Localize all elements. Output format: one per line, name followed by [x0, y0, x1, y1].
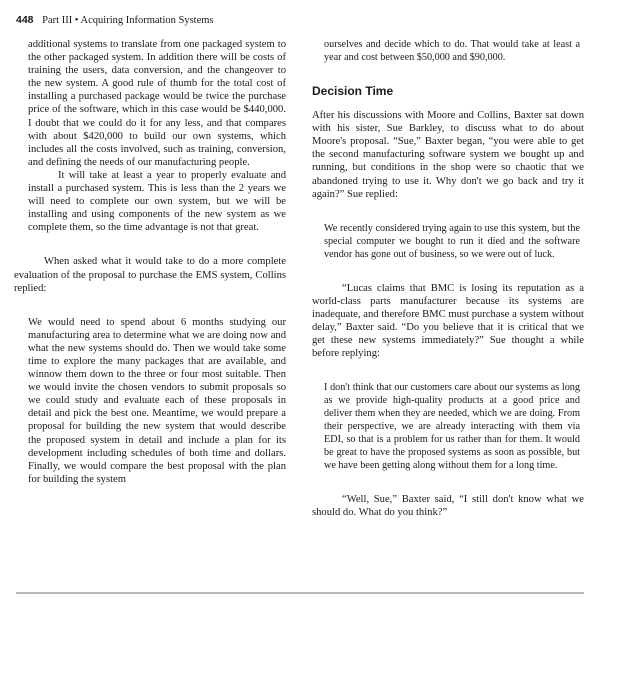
section-heading: Decision Time	[312, 84, 394, 98]
running-title: Part III • Acquiring Information Systems	[42, 15, 214, 26]
left-column	[14, 38, 286, 486]
left-paragraph-2: It will take at least a year to properly evaluate and install a purchased system. This is less than the 2 years we will need to complete our own system, but we will be installing and using components of the new system as we complete them, so the time advantage is not that great.	[28, 169, 286, 234]
right-quote-1: We recently considered trying again to use this system, but the special computer we bought to run it died and the software vendor has gone out of business, so we were out of luck.	[324, 222, 580, 260]
right-paragraph-2: After his discussions with Moore and Collins, Baxter sat down with his sister, Sue Barkley, to discuss what to do about Moore's proposal. “Sue,” Baxter began, “you were able to get the second manufacturing software system we bought up and running, but conditions in the shop were so chaotic that we abandoned trying to use it. Why don't we go back and try it again?” Sue replied:	[312, 110, 584, 200]
right-column	[312, 38, 584, 520]
left-paragraph-3: When asked what it would take to do a more complete evaluation of the proposal to purchase the EMS system, Collins replied:	[14, 256, 286, 294]
right-quote-2: I don't think that our customers care about our systems as long as we provide high-quality products at a good price and deliver them when they are needed, which we are doing. From their perspective, we are already interacting with them via EDI, so that is a problem for us rather than for them. It would be great to have the proposed systems as soon as possible, but we have been getting along without them for a long time.	[324, 382, 580, 472]
right-paragraph-4: “Well, Sue,” Baxter said, “I still don't know what we should do. What do you think?”	[312, 494, 584, 519]
right-paragraph-1: ourselves and decide which to do. That would take at least a year and cost between $50,000 and $90,000.	[324, 39, 580, 63]
left-quote: We would need to spend about 6 months studying our manufacturing area to determine what we are doing now and what the new systems should do. Then we would take some time to explore the many packages that are available, and winnow them down to the three or four most suitable. Then we would invite the chosen vendors to submit proposals so we could study and evaluate each of these proposals in detail and pick the best one. Meantime, we would prepare a proposal for building the new system that would describe the proposed system in detail and include a plan for its development including schedules of both time and dollars. Finally, we would compare the best proposal with the plan for building the system	[28, 316, 286, 485]
bottom-rule	[16, 592, 584, 594]
page-number: 448	[16, 14, 34, 26]
left-paragraph-1: additional systems to translate from one packaged system to the other packaged system. In addition there will be costs of training the users, data conversion, and the changeover to the new system. A good rule of thumb for the total cost of installing a purchased package would be twice the purchase price of the software, which in this case would be $440,000. I doubt that we could do it for any less, and that compares with about $420,000 to build our own systems, which includes all the costs involved, such as training, conversion, and defining the needs of our manufacturing people.	[28, 39, 286, 168]
right-paragraph-3: “Lucas claims that BMC is losing its reputation as a world-class parts manufacturer because its systems are inadequate, and therefore BMC must purchase a system without delay,” Baxter said. “Do you believe that it is critical that we get these new systems immediately?” Sue thought a while before replying:	[312, 282, 584, 360]
running-header	[16, 14, 214, 26]
